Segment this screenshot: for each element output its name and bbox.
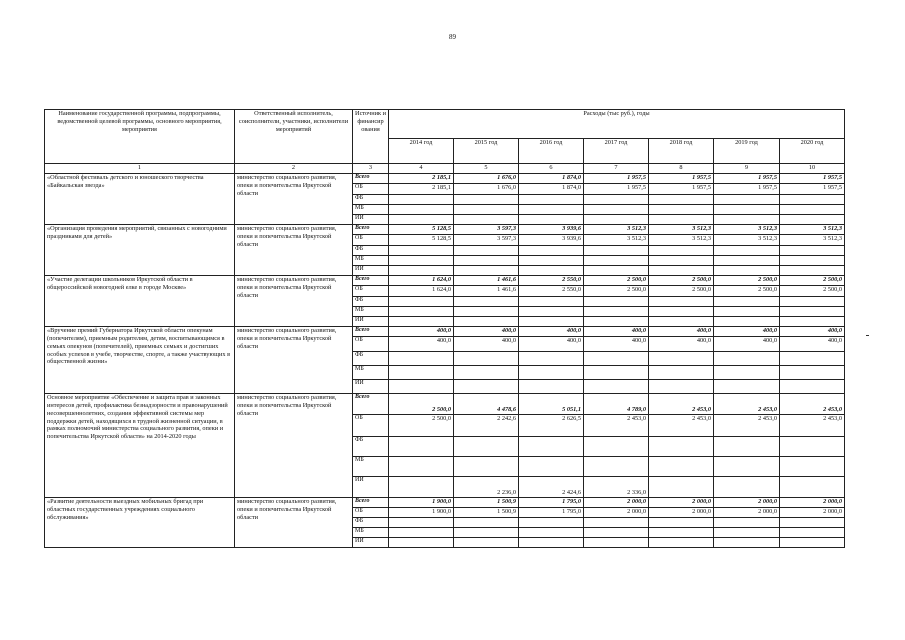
expense-value: 2 500,0 — [714, 276, 780, 286]
expense-value: 2 500,0 — [389, 415, 454, 437]
expense-value — [649, 457, 714, 477]
expense-value — [454, 256, 519, 266]
column-number: 8 — [649, 164, 714, 174]
measure-name: Основное мероприятие «Обеспечение и защита прав и законных интересов детей, профилактика безнадзорности и правонарушений несовершеннолетних, создания эффективной системы мер поддержки детей, находящихся в трудной жизненной ситуации, в рамках полномочий министерства социального развития, опеки и попечительства Иркутской области» на 2014-2020 годы — [45, 394, 235, 498]
expense-value — [454, 307, 519, 317]
expense-value — [454, 538, 519, 548]
funding-source: Всего — [353, 327, 389, 337]
expense-value — [714, 518, 780, 528]
table-row — [45, 174, 845, 184]
column-number: 6 — [519, 164, 584, 174]
funding-source: МБ — [353, 307, 389, 317]
funding-source: ФБ — [353, 195, 389, 205]
expense-value — [584, 366, 649, 380]
expense-value — [389, 246, 454, 256]
expense-value — [389, 366, 454, 380]
funding-source: ИИ — [353, 266, 389, 276]
expense-value — [714, 246, 780, 256]
expense-value: 1 624,0 — [389, 276, 454, 286]
expense-value: 400,0 — [649, 337, 714, 352]
expense-value — [389, 380, 454, 394]
scan-mark — [866, 335, 869, 336]
funding-source: ИИ — [353, 215, 389, 225]
funding-source: ИИ — [353, 538, 389, 548]
expense-value: 1 900,0 — [389, 498, 454, 508]
header-row-top — [45, 110, 845, 139]
expense-value — [584, 246, 649, 256]
expense-value — [584, 352, 649, 366]
expense-value: 3 512,3 — [780, 225, 845, 235]
header-responsible: Ответственный исполнитель, соисполнители, участники, исполнители мероприятий — [235, 110, 353, 164]
funding-source: ОБ — [353, 286, 389, 297]
funding-source: Всего — [353, 174, 389, 184]
page-number: 89 — [449, 33, 456, 41]
expense-value: 2 000,0 — [714, 498, 780, 508]
expense-value: 3 939,6 — [519, 225, 584, 235]
expense-value: 1 500,9 — [454, 508, 519, 518]
expense-value — [584, 195, 649, 205]
expense-value — [714, 528, 780, 538]
expense-value — [649, 352, 714, 366]
column-number: 1 — [45, 164, 235, 174]
expense-value — [649, 256, 714, 266]
funding-source: ФБ — [353, 352, 389, 366]
expense-value: 400,0 — [519, 337, 584, 352]
header-year: 2014 год — [389, 139, 454, 164]
expense-value — [389, 352, 454, 366]
measure-name: «Развитие деятельности выездных мобильных бригад при областных государственных учреждениях социального обслуживания» — [45, 498, 235, 548]
expense-value — [714, 195, 780, 205]
expense-value: 400,0 — [454, 337, 519, 352]
expense-value — [519, 528, 584, 538]
expense-value: 400,0 — [454, 327, 519, 337]
header-year: 2019 год — [714, 139, 780, 164]
expense-value: 5 128,5 — [389, 225, 454, 235]
expense-value — [780, 307, 845, 317]
table-row — [45, 394, 845, 415]
column-number-row — [45, 164, 845, 174]
expense-value — [519, 317, 584, 327]
expense-value: 2 236,0 — [454, 477, 519, 498]
expense-value — [780, 297, 845, 307]
expense-value — [454, 266, 519, 276]
funding-source: ФБ — [353, 246, 389, 256]
expense-value — [389, 477, 454, 498]
expense-value — [649, 266, 714, 276]
expense-value — [519, 380, 584, 394]
expense-value: 1 676,0 — [454, 174, 519, 184]
responsible-executor: министерство социального развития, опеки и попечительства Иркутской области — [235, 327, 353, 394]
column-number: 3 — [353, 164, 389, 174]
expense-value — [780, 538, 845, 548]
expense-value — [454, 317, 519, 327]
column-number: 7 — [584, 164, 649, 174]
expense-value — [780, 457, 845, 477]
expense-value — [519, 518, 584, 528]
expense-value: 2 550,0 — [519, 286, 584, 297]
expense-value — [389, 518, 454, 528]
expense-value: 400,0 — [389, 337, 454, 352]
funding-source: ОБ — [353, 337, 389, 352]
expense-value — [454, 457, 519, 477]
expense-value — [584, 215, 649, 225]
expense-value: 2 000,0 — [780, 508, 845, 518]
expense-value — [584, 297, 649, 307]
expense-value: 1 795,0 — [519, 498, 584, 508]
expense-value — [780, 366, 845, 380]
expense-value: 1 500,9 — [454, 498, 519, 508]
expense-value — [584, 205, 649, 215]
expense-value — [649, 518, 714, 528]
expense-value — [649, 477, 714, 498]
expense-value — [519, 352, 584, 366]
column-number: 9 — [714, 164, 780, 174]
expense-value: 5 051,1 — [519, 394, 584, 415]
expense-value: 1 461,6 — [454, 286, 519, 297]
expense-value: 2 626,5 — [519, 415, 584, 437]
expense-value — [780, 205, 845, 215]
expense-value: 2 000,0 — [649, 498, 714, 508]
funding-source: ОБ — [353, 184, 389, 195]
expense-value: 400,0 — [714, 337, 780, 352]
table-row — [45, 225, 845, 235]
expense-value — [780, 215, 845, 225]
expense-value: 2 000,0 — [780, 498, 845, 508]
funding-source: ОБ — [353, 415, 389, 437]
expense-value — [454, 297, 519, 307]
expense-value: 2 453,0 — [780, 394, 845, 415]
expense-value — [714, 366, 780, 380]
funding-source: ФБ — [353, 297, 389, 307]
expense-value — [714, 266, 780, 276]
expense-value: 400,0 — [519, 327, 584, 337]
funding-source: ИИ — [353, 477, 389, 498]
expense-value — [714, 215, 780, 225]
expense-value — [389, 317, 454, 327]
funding-source: ИИ — [353, 380, 389, 394]
expense-value: 2 500,0 — [714, 286, 780, 297]
expense-value: 2 453,0 — [584, 415, 649, 437]
expense-value — [389, 297, 454, 307]
expense-value: 4 789,0 — [584, 394, 649, 415]
expense-value: 400,0 — [389, 327, 454, 337]
measure-name: «Областной фестиваль детского и юношеского творчества «Байкальская звезда» — [45, 174, 235, 225]
column-number: 5 — [454, 164, 519, 174]
expense-value — [584, 437, 649, 457]
expense-value — [649, 246, 714, 256]
expense-value: 2 550,0 — [519, 276, 584, 286]
responsible-executor: министерство социального развития, опеки и попечительства Иркутской области — [235, 394, 353, 498]
expense-value — [649, 317, 714, 327]
expense-value — [714, 256, 780, 266]
header-name: Наименование государственной программы, подпрограммы, ведомственной целевой программы, основного мероприятия, мероприятия — [45, 110, 235, 164]
expense-value — [519, 215, 584, 225]
expense-value — [780, 518, 845, 528]
expense-value: 3 597,3 — [454, 225, 519, 235]
expense-value: 2 185,1 — [389, 184, 454, 195]
header-year: 2020 год — [780, 139, 845, 164]
expense-value: 2 000,0 — [649, 508, 714, 518]
header-source: Источник и финансир ования — [353, 110, 389, 164]
expense-value: 400,0 — [649, 327, 714, 337]
expense-value: 1 795,0 — [519, 508, 584, 518]
expense-value: 2 500,0 — [584, 286, 649, 297]
funding-source: ИИ — [353, 317, 389, 327]
expense-value — [584, 317, 649, 327]
expense-value: 2 185,1 — [389, 174, 454, 184]
responsible-executor: министерство социального развития, опеки и попечительства Иркутской области — [235, 174, 353, 225]
funding-source: ФБ — [353, 518, 389, 528]
expense-value — [649, 528, 714, 538]
expense-value: 2 500,0 — [780, 276, 845, 286]
expense-value — [780, 317, 845, 327]
expense-value — [714, 538, 780, 548]
funding-source: Всего — [353, 394, 389, 415]
funding-source: МБ — [353, 528, 389, 538]
expense-value — [389, 528, 454, 538]
expense-value — [454, 380, 519, 394]
expense-value — [454, 352, 519, 366]
expense-value — [519, 297, 584, 307]
header-expenses: Расходы (тыс руб.), годы — [389, 110, 845, 139]
funding-source: Всего — [353, 498, 389, 508]
expense-value — [649, 297, 714, 307]
expense-value — [780, 477, 845, 498]
expense-value — [454, 528, 519, 538]
expense-value — [584, 256, 649, 266]
expense-value — [649, 215, 714, 225]
expense-value: 2 500,0 — [780, 286, 845, 297]
expense-value: 2 500,0 — [649, 286, 714, 297]
column-number: 2 — [235, 164, 353, 174]
expense-value: 1 874,0 — [519, 184, 584, 195]
expense-value: 1 957,5 — [649, 184, 714, 195]
expense-value — [454, 437, 519, 457]
expense-value: 2 500,0 — [584, 276, 649, 286]
expense-value — [389, 205, 454, 215]
expense-value — [649, 205, 714, 215]
expense-value — [389, 195, 454, 205]
expense-value: 1 461,6 — [454, 276, 519, 286]
expense-value — [584, 307, 649, 317]
expense-value — [454, 205, 519, 215]
expense-value: 3 512,3 — [584, 235, 649, 246]
expense-value — [519, 195, 584, 205]
expense-value: 1 900,0 — [389, 508, 454, 518]
expense-value: 2 336,0 — [584, 477, 649, 498]
funding-source: МБ — [353, 366, 389, 380]
expense-value: 400,0 — [584, 337, 649, 352]
expense-value — [714, 380, 780, 394]
funding-source: ОБ — [353, 508, 389, 518]
expense-value — [714, 307, 780, 317]
expense-value — [389, 307, 454, 317]
expense-value — [519, 246, 584, 256]
table-row — [45, 276, 845, 286]
funding-source: МБ — [353, 256, 389, 266]
expense-value — [584, 457, 649, 477]
expense-value: 1 957,5 — [649, 174, 714, 184]
responsible-executor: министерство социального развития, опеки и попечительства Иркутской области — [235, 276, 353, 327]
expense-value: 1 957,5 — [714, 184, 780, 195]
funding-source: МБ — [353, 205, 389, 215]
funding-source: Всего — [353, 225, 389, 235]
expense-value: 400,0 — [780, 327, 845, 337]
measure-name: «Участие делегации школьников Иркутской области в общероссийской новогодней елке в городе Москве» — [45, 276, 235, 327]
expense-value: 1 957,5 — [780, 184, 845, 195]
header-year: 2016 год — [519, 139, 584, 164]
expense-value — [780, 380, 845, 394]
expense-value: 2 453,0 — [714, 394, 780, 415]
expense-value: 1 957,5 — [584, 184, 649, 195]
expense-value — [780, 246, 845, 256]
expense-value: 2 500,0 — [649, 276, 714, 286]
expense-value — [454, 215, 519, 225]
expense-value — [649, 195, 714, 205]
column-number: 4 — [389, 164, 454, 174]
expense-value: 2 453,0 — [780, 415, 845, 437]
expense-value — [649, 366, 714, 380]
expense-value: 2 242,6 — [454, 415, 519, 437]
expense-value: 400,0 — [714, 327, 780, 337]
expense-value — [584, 380, 649, 394]
expense-value — [389, 256, 454, 266]
expense-value — [780, 352, 845, 366]
expense-value — [454, 366, 519, 380]
expense-value — [649, 380, 714, 394]
table-row — [45, 498, 845, 508]
expense-value — [454, 246, 519, 256]
expense-value — [519, 307, 584, 317]
expense-value — [649, 307, 714, 317]
expense-value — [780, 195, 845, 205]
expense-value: 1 624,0 — [389, 286, 454, 297]
expense-value: 2 453,0 — [649, 415, 714, 437]
expense-value — [714, 477, 780, 498]
expense-value: 400,0 — [780, 337, 845, 352]
expense-value: 1 874,0 — [519, 174, 584, 184]
expense-value — [584, 528, 649, 538]
table-body — [45, 110, 845, 548]
expense-value: 1 676,0 — [454, 184, 519, 195]
expense-value: 2 453,0 — [649, 394, 714, 415]
expense-value: 3 512,3 — [780, 235, 845, 246]
expense-value — [780, 256, 845, 266]
funding-source: ОБ — [353, 235, 389, 246]
expense-value — [780, 266, 845, 276]
expense-value: 3 512,3 — [714, 225, 780, 235]
expense-value — [454, 195, 519, 205]
expense-value: 3 512,3 — [584, 225, 649, 235]
expense-value — [714, 352, 780, 366]
expense-value: 2 500,0 — [389, 394, 454, 415]
expense-value: 1 957,5 — [584, 174, 649, 184]
measure-name: «Организация проведения мероприятий, связанных с новогодними праздниками для детей» — [45, 225, 235, 276]
expense-value — [714, 297, 780, 307]
funding-source: МБ — [353, 457, 389, 477]
expense-value — [584, 518, 649, 528]
table-row — [45, 327, 845, 337]
expense-value — [389, 437, 454, 457]
responsible-executor: министерство социального развития, опеки и попечительства Иркутской области — [235, 225, 353, 276]
expense-value — [389, 266, 454, 276]
expense-value: 2 000,0 — [714, 508, 780, 518]
expense-value: 2 424,6 — [519, 477, 584, 498]
header-year: 2017 год — [584, 139, 649, 164]
expense-value — [519, 256, 584, 266]
expense-value: 1 957,5 — [780, 174, 845, 184]
expense-value: 3 939,6 — [519, 235, 584, 246]
expense-value — [780, 437, 845, 457]
budget-table — [44, 109, 845, 548]
expense-value: 5 128,5 — [389, 235, 454, 246]
expense-value — [584, 266, 649, 276]
expense-value — [454, 518, 519, 528]
expense-value — [584, 538, 649, 548]
expense-value — [519, 538, 584, 548]
expense-value — [389, 538, 454, 548]
funding-source: ФБ — [353, 437, 389, 457]
expense-value: 400,0 — [584, 327, 649, 337]
expense-value — [649, 538, 714, 548]
expense-value: 4 478,6 — [454, 394, 519, 415]
expense-value — [714, 457, 780, 477]
expense-value — [714, 437, 780, 457]
expense-value: 2 453,0 — [714, 415, 780, 437]
expense-value: 2 000,0 — [584, 508, 649, 518]
expense-value: 3 512,3 — [714, 235, 780, 246]
expense-value — [389, 457, 454, 477]
expense-value — [714, 317, 780, 327]
expense-value: 1 957,5 — [714, 174, 780, 184]
expense-value: 2 000,0 — [584, 498, 649, 508]
expense-value — [519, 366, 584, 380]
expense-value — [389, 215, 454, 225]
expense-value — [519, 437, 584, 457]
expense-value: 3 512,3 — [649, 235, 714, 246]
responsible-executor: министерство социального развития, опеки и попечительства Иркутской области — [235, 498, 353, 548]
column-number: 10 — [780, 164, 845, 174]
funding-source: Всего — [353, 276, 389, 286]
expense-value — [714, 205, 780, 215]
expense-value — [519, 205, 584, 215]
header-year: 2015 год — [454, 139, 519, 164]
expense-value — [649, 437, 714, 457]
expense-value: 3 597,3 — [454, 235, 519, 246]
expense-value — [519, 457, 584, 477]
expense-value — [519, 266, 584, 276]
header-year: 2018 год — [649, 139, 714, 164]
expense-value — [780, 528, 845, 538]
expense-value: 3 512,3 — [649, 225, 714, 235]
measure-name: «Вручение премий Губернатора Иркутской области опекунам (попечителям), приемным родителям, детям, воспитывающимся в семьях опекунов (попечителей), приемных семьях и достигших особых успехов в учебе, творчестве, спорте, а также участвующих в общественной жизни» — [45, 327, 235, 394]
